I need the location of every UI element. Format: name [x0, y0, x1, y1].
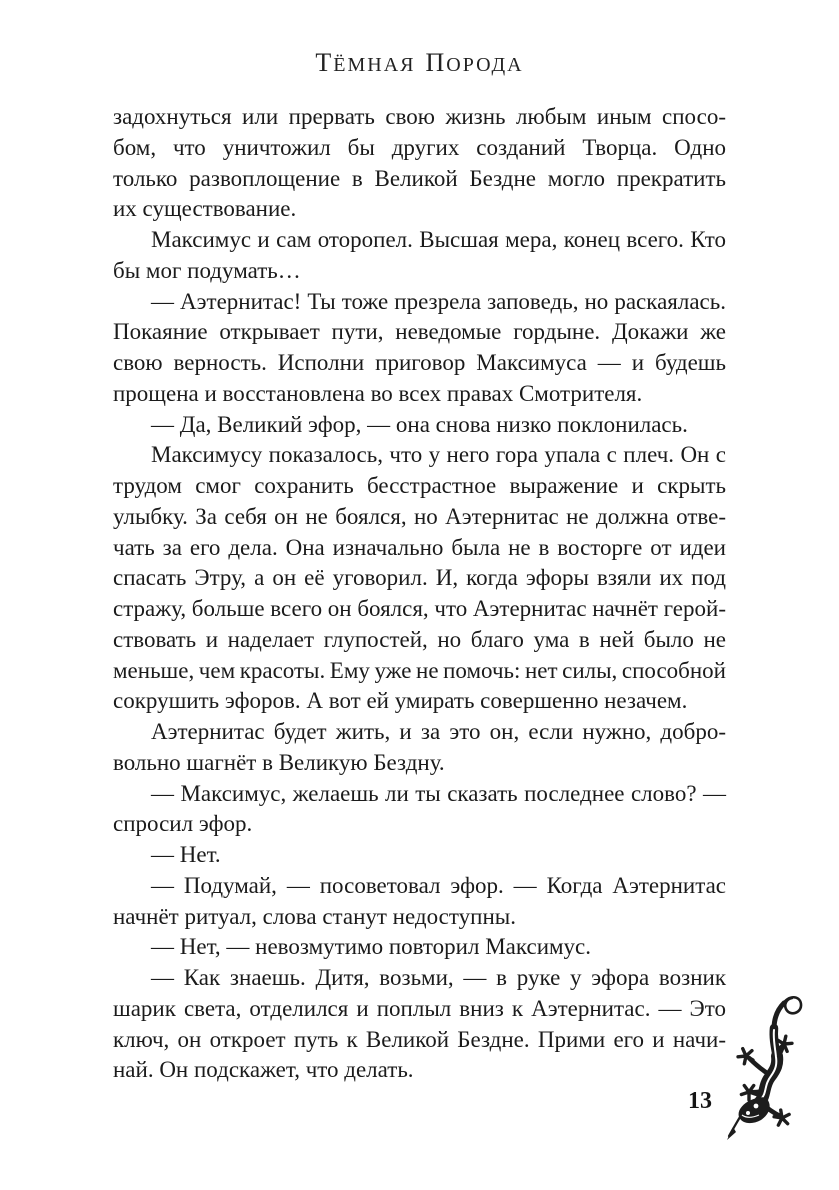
- text-line: ствовать и наделает глупостей, но благо ума в ней было не: [113, 626, 726, 652]
- page-number: 13: [688, 1088, 712, 1114]
- text-line: — Максимус, желаешь ли ты сказать последнее слово? —: [151, 780, 726, 806]
- text-line: меньше, чем красоты. Ему уже не помочь: нет силы, способной: [113, 657, 726, 683]
- text-line: только развоплощение в Великой Бездне могло прекратить: [113, 165, 726, 191]
- paragraph: [113, 840, 726, 871]
- text-line: бы мог подумать…: [113, 257, 301, 283]
- text-line: задохнуться или прервать свою жизнь любым иным спосо-: [113, 104, 726, 129]
- text-line: — Аэтернитас! Ты тоже презрела заповедь, но раскаялась.: [151, 288, 726, 314]
- text-line: — Подумай, — посоветовал эфор. — Когда Аэтернитас: [151, 872, 726, 898]
- paragraph: [113, 963, 726, 1086]
- text-line: шарик света, отделился и поплыл вниз к Аэтернитас. — Это: [113, 995, 726, 1021]
- text-line: свою верность. Исполни приговор Максимуса — и будешь: [113, 350, 726, 375]
- text-line: трудом смог сохранить бесстрастное выражение и скрыть: [113, 473, 726, 498]
- text-line: стражу, больше всего он боялся, что Аэтернитас начнёт герой-: [113, 596, 726, 621]
- paragraph: [113, 440, 726, 717]
- text-line: спросил эфор.: [113, 811, 253, 837]
- running-header: [0, 48, 839, 78]
- gecko-lizard-icon: [725, 984, 817, 1144]
- text-line: улыбку. За себя он не боялся, но Аэтернитас не должна отве-: [113, 503, 726, 529]
- paragraph: [113, 932, 726, 963]
- text-line: их существование.: [113, 196, 297, 222]
- text-line: ключ, он откроет путь к Великой Бездне. Прими его и начи-: [113, 1026, 726, 1052]
- running-header-word: ТЁМНАЯ: [315, 48, 416, 77]
- text-line: — Как знаешь. Дитя, возьми, — в руке у эфора возник: [151, 965, 726, 990]
- text-line: вольно шагнёт в Великую Бездну.: [113, 749, 445, 775]
- text-line: начнёт ритуал, слова станут недоступны.: [113, 903, 516, 929]
- paragraph: [113, 410, 726, 441]
- text-line: прощена и восстановлена во всех правах Смотрителя.: [113, 380, 643, 406]
- paragraph: [113, 717, 726, 779]
- paragraph: [113, 102, 726, 225]
- text-line: Максимус и сам оторопел. Высшая мера, конец всего. Кто: [151, 227, 726, 252]
- text-line: бом, что уничтожил бы других созданий Творца. Одно: [113, 134, 726, 160]
- paragraph: [113, 779, 726, 841]
- text-line: Покаяние открывает пути, неведомые гордыне. Докажи же: [113, 319, 726, 345]
- text-line: — Да, Великий эфор, — она снова низко поклонилась.: [151, 411, 688, 437]
- text-line: сокрушить эфоров. А вот ей умирать совершенно незачем.: [113, 688, 688, 714]
- text-line: чать за его дела. Она изначально была не в восторге от идеи: [113, 534, 726, 560]
- text-line: най. Он подскажет, что делать.: [113, 1057, 414, 1083]
- text-line: Аэтернитас будет жить, и за это он, если нужно, добро-: [151, 719, 726, 744]
- paragraph: [113, 287, 726, 410]
- running-header-word: ПОРОДА: [425, 48, 524, 77]
- paragraph: [113, 871, 726, 933]
- text-line: — Нет.: [151, 842, 221, 867]
- text-line: спасать Этру, а он её уговорил. И, когда эфоры взяли их под: [113, 565, 726, 591]
- paragraph: [113, 225, 726, 287]
- text-line: Максимусу показалось, что у него гора упала с плеч. Он с: [151, 442, 726, 468]
- text-line: — Нет, — невозмутимо повторил Максимус.: [151, 934, 592, 960]
- body-text: [113, 102, 726, 1086]
